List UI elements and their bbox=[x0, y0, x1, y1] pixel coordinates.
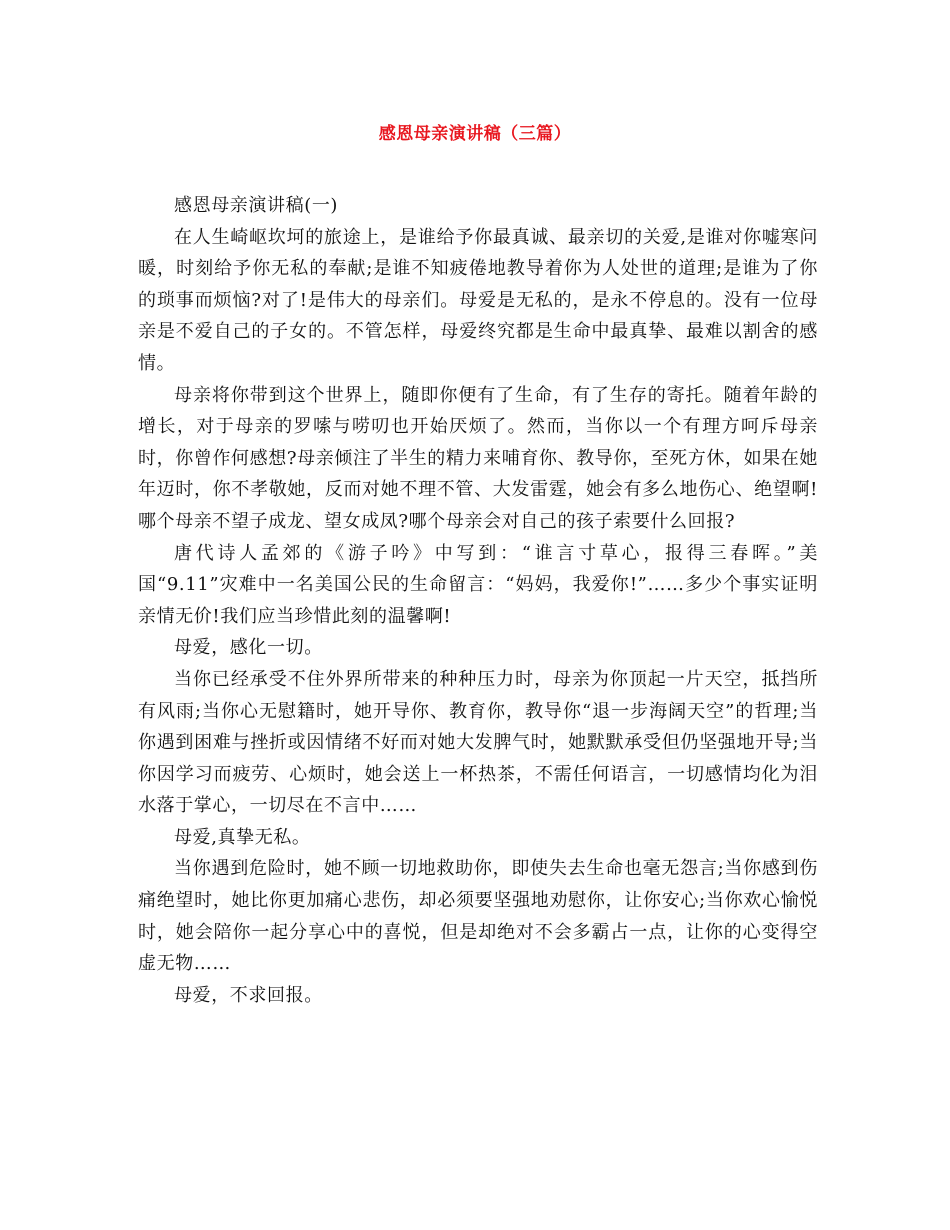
paragraph: 当你遇到危险时，她不顾一切地救助你，即使失去生命也毫无怨言;当你感到伤痛绝望时，她比你更加痛心悲伤，却必须要坚强地劝慰你，让你安心;当你欢心愉悦时，她会陪你一起分享心中的喜悦，但是却绝对不会多霸占一点，让你的心变得空虚无物…… bbox=[138, 858, 818, 975]
paragraph: 母爱，感化一切。 bbox=[174, 637, 323, 659]
paragraph: 当你已经承受不住外界所带来的种种压力时，母亲为你顶起一片天空，抵挡所有风雨;当你心无慰籍时，她开导你、教育你，教导你“退一步海阔天空”的哲理;当你遇到困难与挫折或因情绪不好而对她大发脾气时，她默默承受但仍坚强地开导;当你因学习而疲劳、心烦时，她会送上一杯热茶，不需任何语言，一切感情均化为泪水落于掌心，一切尽在不言中…… bbox=[138, 668, 818, 817]
paragraph: 在人生崎岖坎坷的旅途上，是谁给予你最真诚、最亲切的关爱,是谁对你嘘寒问暖，时刻给予你无私的奉献;是谁不知疲倦地教导着你为人处世的道理;是谁为了你的琐事而烦恼?对了!是伟大的母亲们。母爱是无私的，是永不停息的。没有一位母亲是不爱自己的子女的。不管怎样，母爱终究都是生命中最真挚、最难以割舍的感情。 bbox=[138, 226, 818, 374]
paragraph: 母爱，不求回报。 bbox=[174, 984, 323, 1006]
document-body bbox=[138, 190, 818, 1011]
document-title: 感恩母亲演讲稿（三篇） bbox=[378, 124, 572, 144]
section-heading: 感恩母亲演讲稿(一) bbox=[174, 195, 339, 216]
paragraph: 母爱,真挚无私。 bbox=[174, 826, 311, 848]
paragraph: 母亲将你带到这个世界上，随即你便有了生命，有了生存的寄托。随着年龄的增长，对于母亲的罗嗦与唠叨也开始厌烦了。然而，当你以一个有理方呵斥母亲时，你曾作何感想?母亲倾注了半生的精力来哺育你、教导你，至死方休，如果在她年迈时，你不孝敬她，反而对她不理不管、大发雷霆，她会有多么地伤心、绝望啊!哪个母亲不望子成龙、望女成凤?哪个母亲会对自己的孩子索要什么回报? bbox=[138, 384, 818, 532]
paragraph: 唐代诗人孟郊的《游子吟》中写到：“谁言寸草心，报得三春晖。”美国“9.11”灾难中一名美国公民的生命留言：“妈妈，我爱你!”……多少个事实证明亲情无价!我们应当珍惜此刻的温馨啊! bbox=[138, 542, 818, 627]
